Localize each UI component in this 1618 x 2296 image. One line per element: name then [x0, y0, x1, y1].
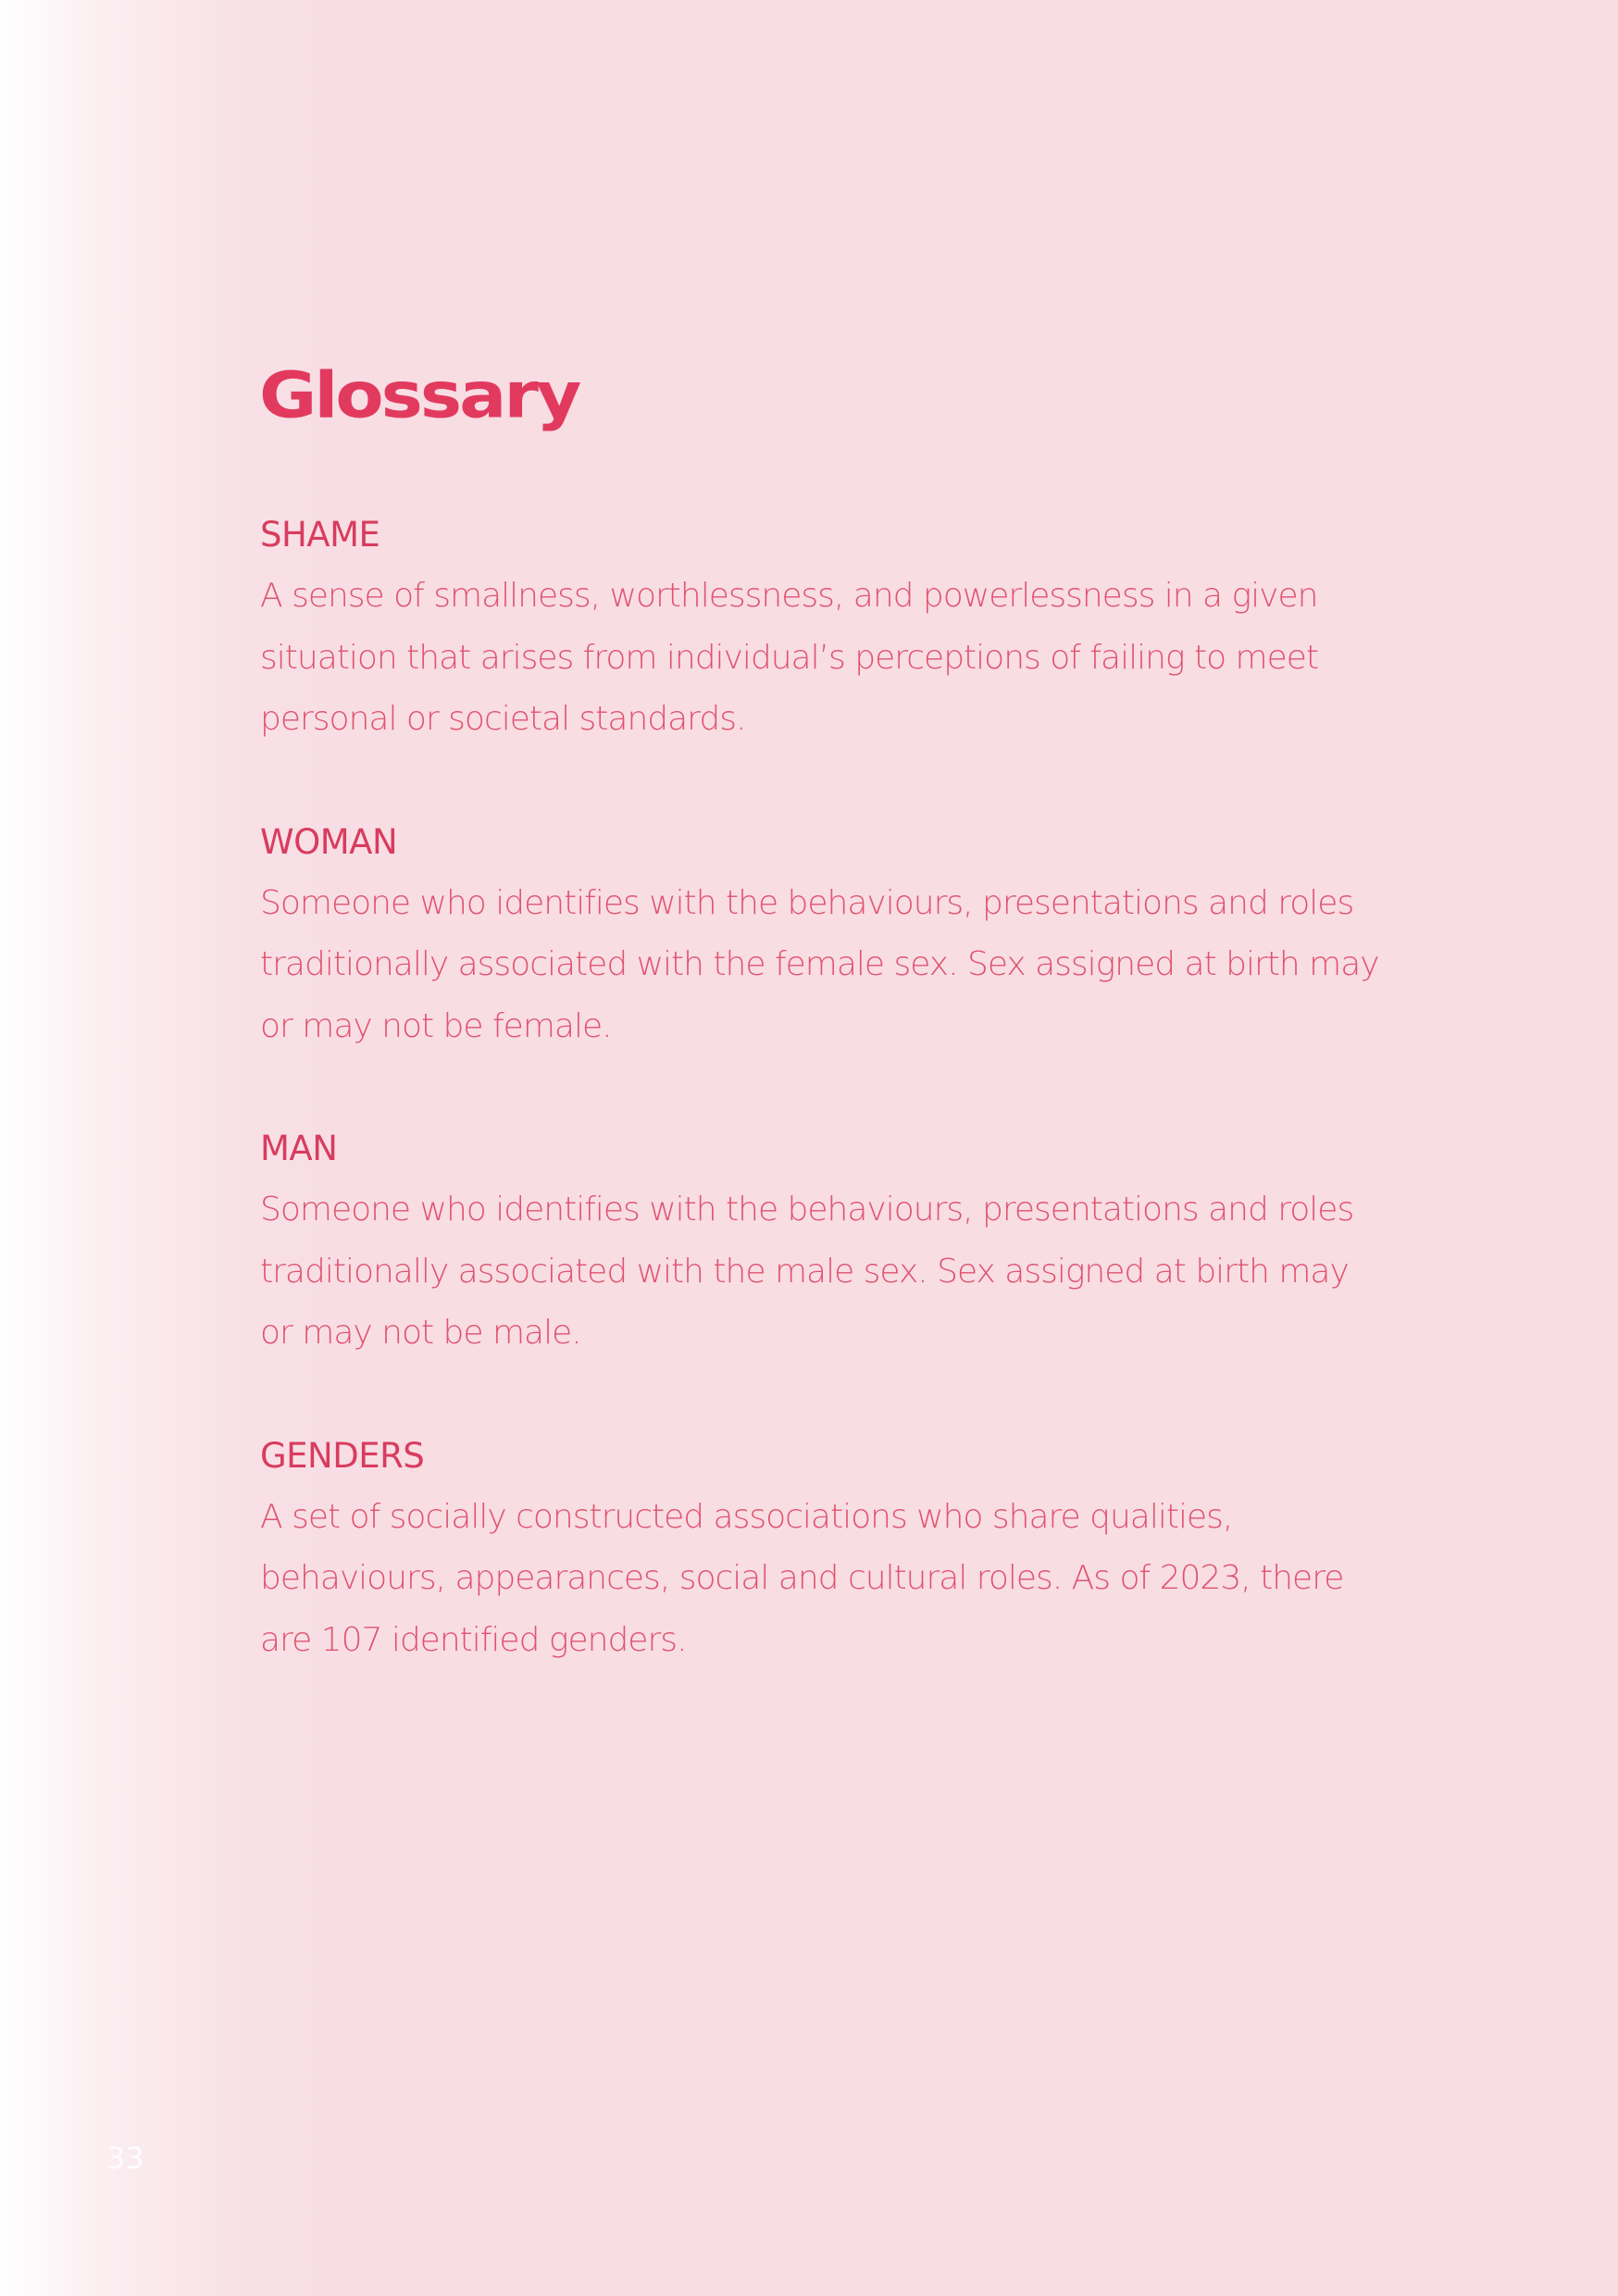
glossary-definition	[260, 1179, 1371, 1365]
glossary-definition	[260, 873, 1379, 1058]
glossary-definition	[260, 566, 1371, 751]
page-number: 33	[106, 2140, 144, 2176]
definition-line: traditionally associated with the male sex. Sex assigned at birth may	[260, 1252, 1349, 1291]
glossary-entry-woman	[260, 812, 1379, 1058]
definition-line: are 107 identified genders.	[260, 1620, 687, 1659]
definition-line: Someone who identifies with the behaviours, presentations and roles	[260, 883, 1354, 922]
glossary-definition	[260, 1487, 1371, 1672]
definition-line: situation that arises from individual’s perceptions of failing to meet	[260, 638, 1319, 677]
glossary-entry-genders	[260, 1426, 1371, 1672]
definition-line: personal or societal standards.	[260, 700, 746, 738]
page-title: Glossary	[259, 357, 579, 432]
glossary-term: WOMAN	[260, 821, 398, 862]
definition-line: A sense of smallness, worthlessness, and powerlessness in a given	[260, 577, 1318, 615]
definition-line: A set of socially constructed associations who share qualities,	[260, 1497, 1233, 1536]
glossary-term: GENDERS	[260, 1435, 425, 1476]
definition-line: behaviours, appearances, social and cultural roles. As of 2023, there	[260, 1559, 1344, 1597]
definition-line: Someone who identifies with the behaviours, presentations and roles	[260, 1191, 1354, 1229]
glossary-entry-shame	[260, 505, 1371, 751]
definition-line: or may not be male.	[260, 1314, 581, 1352]
glossary-entry-man	[260, 1118, 1371, 1365]
definition-line: or may not be female.	[260, 1006, 612, 1045]
definition-line: traditionally associated with the female sex. Sex assigned at birth may	[260, 945, 1379, 983]
glossary-term: MAN	[260, 1129, 338, 1168]
glossary-term: SHAME	[260, 515, 380, 555]
glossary-entries	[260, 505, 1379, 1732]
